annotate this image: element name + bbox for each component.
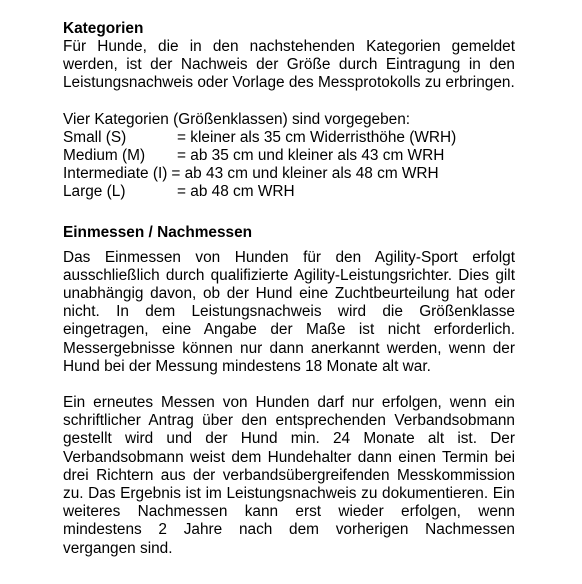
heading-kategorien: Kategorien — [63, 20, 144, 37]
category-name: Medium (M) — [63, 147, 146, 165]
category-definition: = ab 35 cm und kleiner als 43 cm WRH — [177, 147, 445, 165]
categories-list — [63, 129, 515, 202]
category-name: Large (L) — [63, 183, 126, 201]
category-definition: = ab 48 cm WRH — [177, 183, 295, 201]
category-definition: = ab 43 cm und kleiner als 48 cm WRH — [171, 165, 439, 183]
einmessen-paragraph-2: Ein erneutes Messen von Hunden darf nur erfolgen, wenn ein schriftlicher Antrag über den entsprechenden Verbandsobmann gestellt wird und der Hund min. 24 Monate alt ist. Der Verbandsobmann weist dem Hundehalter dann einen Termin bei drei Richtern aus der verbandsübergreifenden Messkommission zu. Das Ergebnis ist im Leistungsnachweis zu dokumentieren. Ein weiteres Nachmessen kann erst wieder erfolgen, wenn mindestens 2 Jahre nach dem vorherigen Nachmessen vergangen sind. — [63, 394, 515, 557]
spacer — [63, 242, 515, 249]
einmessen-paragraph-1: Das Einmessen von Hunden für den Agility-Sport erfolgt ausschließlich durch qualifizierte Agility-Leistungsrichter. Dies gilt unabhängig davon, ob der Hund eine Zuchtbeurteilung hat oder nicht. In dem Leistungsnachweis wird die Größenklasse eingetragen, eine Angabe der Maße ist nicht erforderlich. Messergebnisse können nur dann anerkannt werden, wenn der Hund bei der Messung mindestens 18 Monate alt war. — [63, 248, 515, 375]
spacer — [63, 202, 515, 224]
spacer — [63, 93, 515, 111]
spacer — [63, 376, 515, 394]
heading-einmessen: Einmessen / Nachmessen — [63, 223, 253, 241]
categories-intro-line: Vier Kategorien (Größenklassen) sind vorgegeben: — [63, 110, 411, 128]
category-small — [63, 129, 515, 147]
category-medium — [63, 147, 515, 165]
document-page — [63, 20, 515, 558]
category-intermediate — [63, 165, 515, 183]
category-name: Small (S) — [63, 128, 127, 146]
category-large — [63, 183, 515, 201]
category-name: Intermediate (I) — [63, 165, 168, 183]
category-definition: = kleiner als 35 cm Widerristhöhe (WRH) — [177, 128, 457, 146]
kategorien-intro-paragraph: Für Hunde, die in den nachstehenden Kategorien gemeldet werden, ist der Nachweis der Größe durch Eintragung in den Leistungsnachweis oder Vorlage des Messprotokolls zu erbringen. — [63, 38, 515, 92]
